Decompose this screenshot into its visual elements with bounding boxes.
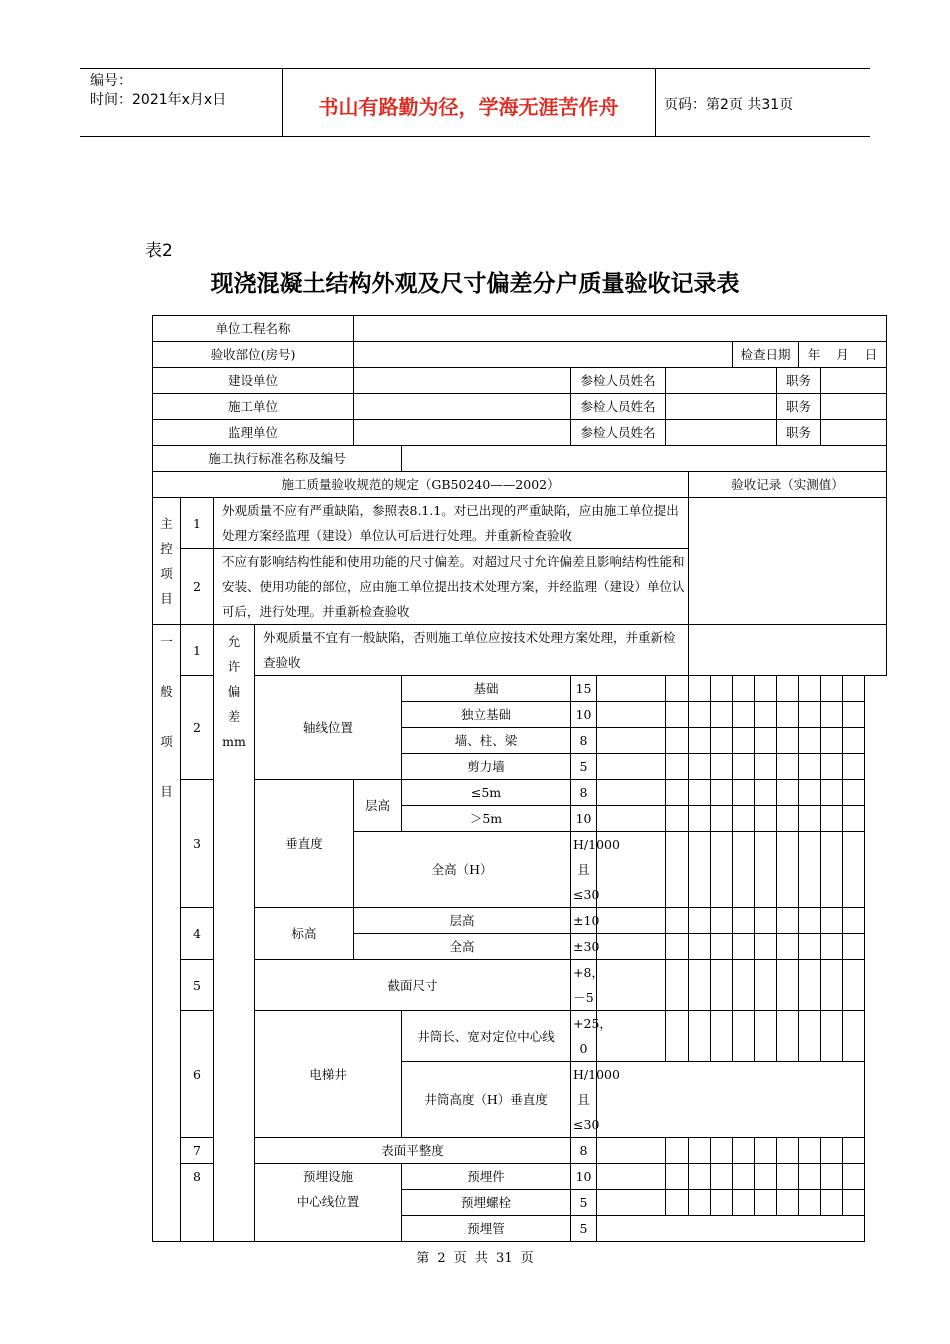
measure-cell[interactable] (777, 1190, 799, 1216)
measure-cell[interactable] (733, 960, 755, 1011)
general-item-1-text: 外观质量不宜有一般缺陷，否则施工单位应按技术处理方案处理，并重新检查验收 (255, 625, 689, 676)
measure-cell[interactable] (711, 728, 733, 754)
measure-cell[interactable] (597, 1062, 865, 1138)
allowed-deviation-label: 允 许 偏 差 mm (214, 625, 255, 1242)
measure-cell[interactable] (733, 754, 755, 780)
measure-cell[interactable] (733, 1164, 755, 1190)
measure-cell[interactable] (799, 806, 821, 832)
measure-cell[interactable] (666, 728, 689, 754)
measure-cell[interactable] (799, 754, 821, 780)
position-label: 职务 (777, 394, 821, 420)
table-row (153, 908, 887, 934)
measure-cell[interactable] (597, 702, 666, 728)
measure-cell[interactable] (733, 1011, 755, 1062)
measure-cell[interactable] (799, 676, 821, 702)
measure-cell[interactable] (799, 960, 821, 1011)
measure-cell[interactable] (689, 728, 711, 754)
measure-cell[interactable] (597, 1190, 666, 1216)
measure-cell[interactable] (689, 806, 711, 832)
table-row (153, 446, 887, 472)
measure-cell[interactable] (597, 676, 666, 702)
measure-cell[interactable] (843, 1138, 865, 1164)
measure-cell[interactable] (733, 702, 755, 728)
section-size-value: +8，－5 (571, 960, 597, 1011)
measure-cell[interactable] (821, 728, 843, 754)
position-label: 职务 (777, 368, 821, 394)
measure-cell[interactable] (597, 806, 666, 832)
vert-row-value: 8 (571, 780, 597, 806)
measure-cell[interactable] (821, 702, 843, 728)
measure-cell[interactable] (755, 908, 777, 934)
inspector-field[interactable] (666, 394, 777, 420)
position-field[interactable] (821, 420, 887, 446)
acceptance-form-table (152, 315, 887, 1242)
document-title: 现浇混凝土结构外观及尺寸偏差分户质量验收记录表 (210, 270, 740, 297)
inspector-field[interactable] (666, 368, 777, 394)
measure-cell[interactable] (711, 1190, 733, 1216)
item-number: 2 (181, 549, 214, 625)
main-control-label: 主 控 项 目 (153, 498, 181, 625)
measure-cell[interactable] (689, 832, 711, 908)
supervision-field[interactable] (354, 420, 571, 446)
measure-cell[interactable] (755, 832, 777, 908)
page-footer: 第 2 页 共 31 页 (416, 1251, 534, 1266)
table-row (153, 960, 887, 1011)
measure-cell[interactable] (843, 754, 865, 780)
elevator-shaft-label: 电梯井 (255, 1011, 402, 1138)
owner-field[interactable] (354, 368, 571, 394)
measure-cell[interactable] (821, 1164, 843, 1190)
record-header: 验收记录（实测值） (689, 472, 887, 498)
table-row (153, 316, 887, 342)
measure-cell[interactable] (666, 832, 689, 908)
measure-cell[interactable] (597, 780, 666, 806)
measure-cell[interactable] (843, 832, 865, 908)
page-indicator: 页码：第2页 共31页 (664, 97, 794, 113)
measure-cell[interactable] (755, 676, 777, 702)
motto: 书山有路勤为径，学海无涯苦作舟 (318, 95, 619, 119)
measure-cell[interactable] (711, 702, 733, 728)
check-date-field[interactable]: 年 月 日 (799, 342, 887, 368)
time-label: 时间：2021年x月x日 (90, 92, 227, 108)
measure-cell[interactable] (711, 780, 733, 806)
item-number: 3 (181, 780, 214, 908)
measure-cell[interactable] (755, 1190, 777, 1216)
table-row (153, 368, 887, 394)
measure-cell[interactable] (843, 676, 865, 702)
measure-cell[interactable] (799, 1138, 821, 1164)
measure-cell[interactable] (821, 780, 843, 806)
measure-cell[interactable] (755, 960, 777, 1011)
measure-cell[interactable] (843, 908, 865, 934)
full-height-label: 全高（H） (354, 832, 571, 908)
contractor-field[interactable] (354, 394, 571, 420)
measure-cell[interactable] (666, 754, 689, 780)
measure-cell[interactable] (711, 1164, 733, 1190)
measure-cell[interactable] (666, 806, 689, 832)
item-number: 1 (181, 625, 214, 676)
embedded-row-label: 预埋件 (402, 1164, 571, 1190)
measure-cell[interactable] (711, 806, 733, 832)
table-row (153, 420, 887, 446)
measure-cell[interactable] (689, 908, 711, 934)
measure-cell[interactable] (755, 754, 777, 780)
measure-cell[interactable] (666, 908, 689, 934)
owner-label: 建设单位 (153, 368, 354, 394)
measure-cell[interactable] (666, 702, 689, 728)
measure-cell[interactable] (733, 934, 755, 960)
axis-position-label: 轴线位置 (255, 676, 402, 780)
measure-cell[interactable] (755, 1138, 777, 1164)
measure-cell[interactable] (666, 1138, 689, 1164)
measure-cell[interactable] (733, 728, 755, 754)
measure-cell[interactable] (597, 728, 666, 754)
measure-cell[interactable] (799, 908, 821, 934)
measure-cell[interactable] (843, 806, 865, 832)
axis-row-value: 8 (571, 728, 597, 754)
shaft-vert-label: 井筒高度（H）垂直度 (402, 1062, 571, 1138)
measure-cell[interactable] (755, 806, 777, 832)
shaft-vert-value: H/1000 且≤30 (571, 1062, 597, 1138)
serial-label: 编号： (90, 73, 132, 89)
elev-row-label: 层高 (354, 908, 571, 934)
table-row (153, 394, 887, 420)
main-item-1-text: 外观质量不应有严重缺陷，参照表8.1.1。对已出现的严重缺陷，应由施工单位提出处理方案经监理（建设）单位认可后进行处理。并重新检查验收 (214, 498, 689, 549)
measure-cell[interactable] (689, 960, 711, 1011)
measure-cell[interactable] (689, 702, 711, 728)
table-row (153, 342, 887, 368)
measure-cell[interactable] (666, 676, 689, 702)
vert-row-label: ＞5m (402, 806, 571, 832)
measure-cell[interactable] (777, 702, 799, 728)
measure-cell[interactable] (597, 1216, 865, 1242)
measure-cell[interactable] (755, 934, 777, 960)
measure-cell[interactable] (597, 908, 666, 934)
measure-cell[interactable] (711, 1138, 733, 1164)
measure-cell[interactable] (689, 754, 711, 780)
measure-cell[interactable] (799, 832, 821, 908)
inspector-label: 参检人员姓名 (571, 420, 666, 446)
measure-cell[interactable] (733, 676, 755, 702)
elev-row-label: 全高 (354, 934, 571, 960)
measure-cell[interactable] (733, 780, 755, 806)
surface-flatness-value: 8 (571, 1138, 597, 1164)
item-number: 7 (181, 1138, 214, 1164)
embedded-row-label: 预埋管 (402, 1216, 571, 1242)
floor-height-label: 层高 (354, 780, 402, 832)
measure-cell[interactable] (821, 754, 843, 780)
inspector-label: 参检人员姓名 (571, 394, 666, 420)
position-field[interactable] (821, 394, 887, 420)
axis-row-label: 剪力墙 (402, 754, 571, 780)
axis-row-label: 独立基础 (402, 702, 571, 728)
table-label: 表2 (145, 241, 173, 261)
measure-cell[interactable] (689, 676, 711, 702)
measure-cell[interactable] (821, 934, 843, 960)
elev-row-value: ±10 (571, 908, 597, 934)
table-row (153, 780, 887, 806)
measure-cell[interactable] (711, 1011, 733, 1062)
surface-flatness-label: 表面平整度 (255, 1138, 571, 1164)
measure-cell[interactable] (711, 676, 733, 702)
measure-cell[interactable] (711, 960, 733, 1011)
measure-cell[interactable] (666, 1011, 689, 1062)
measure-cell[interactable] (666, 960, 689, 1011)
acceptance-part-label: 验收部位(房号) (153, 342, 354, 368)
verticality-label: 垂直度 (255, 780, 354, 908)
measure-cell[interactable] (689, 1190, 711, 1216)
measure-cell[interactable] (821, 960, 843, 1011)
measure-cell[interactable] (777, 754, 799, 780)
main-record-field[interactable] (689, 498, 887, 625)
measure-cell[interactable] (777, 832, 799, 908)
standard-name-label: 施工执行标准名称及编号 (153, 446, 402, 472)
check-date-label: 检查日期 (733, 342, 799, 368)
supervision-label: 监理单位 (153, 420, 354, 446)
embedded-center-label: 预埋设施 中心线位置 (255, 1164, 402, 1242)
table-row (153, 676, 887, 702)
measure-cell[interactable] (777, 934, 799, 960)
item-number: 2 (181, 676, 214, 780)
elev-row-value: ±30 (571, 934, 597, 960)
measure-cell[interactable] (755, 702, 777, 728)
table-row (153, 472, 887, 498)
measure-cell[interactable] (843, 960, 865, 1011)
item-number: 1 (181, 498, 214, 549)
item-number: 6 (181, 1011, 214, 1138)
measure-cell[interactable] (755, 728, 777, 754)
axis-row-label: 墙、柱、梁 (402, 728, 571, 754)
measure-cell[interactable] (666, 934, 689, 960)
general-record-field[interactable] (689, 625, 887, 676)
measure-cell[interactable] (799, 1164, 821, 1190)
measure-cell[interactable] (843, 1164, 865, 1190)
full-height-value: H/1000 且≤30 (571, 832, 597, 908)
measure-cell[interactable] (597, 1164, 666, 1190)
general-items-label: 一 般 项 目 (153, 625, 181, 1242)
measure-cell[interactable] (689, 1138, 711, 1164)
header-divider (655, 68, 656, 136)
measure-cell[interactable] (733, 1190, 755, 1216)
section-size-label: 截面尺寸 (255, 960, 571, 1011)
measure-cell[interactable] (689, 780, 711, 806)
measure-cell[interactable] (597, 934, 666, 960)
measure-cell[interactable] (597, 754, 666, 780)
measure-cell[interactable] (843, 702, 865, 728)
measure-cell[interactable] (799, 780, 821, 806)
shaft-center-value: +25，0 (571, 1011, 597, 1062)
measure-cell[interactable] (821, 1138, 843, 1164)
measure-cell[interactable] (777, 728, 799, 754)
header-bottom-rule (80, 136, 870, 137)
measure-cell[interactable] (755, 1164, 777, 1190)
measure-cell[interactable] (777, 908, 799, 934)
elevation-label: 标高 (255, 908, 354, 960)
measure-cell[interactable] (777, 780, 799, 806)
measure-cell[interactable] (755, 780, 777, 806)
spec-header: 施工质量验收规范的规定（GB50240——2002） (153, 472, 689, 498)
unit-project-name-field[interactable] (354, 316, 887, 342)
axis-row-value: 10 (571, 702, 597, 728)
measure-cell[interactable] (711, 934, 733, 960)
table-row (153, 1164, 887, 1190)
embedded-row-value: 10 (571, 1164, 597, 1190)
measure-cell[interactable] (821, 676, 843, 702)
measure-cell[interactable] (666, 1190, 689, 1216)
axis-row-label: 基础 (402, 676, 571, 702)
measure-cell[interactable] (689, 1011, 711, 1062)
item-number: 4 (181, 908, 214, 960)
measure-cell[interactable] (777, 960, 799, 1011)
inspector-label: 参检人员姓名 (571, 368, 666, 394)
vert-row-label: ≤5m (402, 780, 571, 806)
measure-cell[interactable] (777, 676, 799, 702)
measure-cell[interactable] (777, 806, 799, 832)
measure-cell[interactable] (733, 908, 755, 934)
measure-cell[interactable] (821, 806, 843, 832)
measure-cell[interactable] (733, 806, 755, 832)
measure-cell[interactable] (843, 1190, 865, 1216)
standard-name-field[interactable] (402, 446, 887, 472)
measure-cell[interactable] (597, 1138, 666, 1164)
embedded-row-value: 5 (571, 1216, 597, 1242)
item-number: 5 (181, 960, 214, 1011)
measure-cell[interactable] (843, 934, 865, 960)
acceptance-part-field[interactable] (354, 342, 733, 368)
measure-cell[interactable] (799, 1190, 821, 1216)
measure-cell[interactable] (689, 1164, 711, 1190)
unit-project-name-label: 单位工程名称 (153, 316, 354, 342)
measure-cell[interactable] (821, 1190, 843, 1216)
measure-cell[interactable] (799, 702, 821, 728)
measure-cell[interactable] (821, 832, 843, 908)
measure-cell[interactable] (689, 934, 711, 960)
measure-cell[interactable] (821, 1011, 843, 1062)
table-row (153, 1138, 887, 1164)
measure-cell[interactable] (777, 1011, 799, 1062)
header-left (90, 72, 226, 110)
measure-cell[interactable] (821, 908, 843, 934)
contractor-label: 施工单位 (153, 394, 354, 420)
shaft-center-label: 井筒长、宽对定位中心线 (402, 1011, 571, 1062)
measure-cell[interactable] (711, 832, 733, 908)
measure-cell[interactable] (843, 728, 865, 754)
embedded-row-label: 预埋螺栓 (402, 1190, 571, 1216)
inspector-field[interactable] (666, 420, 777, 446)
item-number: 8 (181, 1164, 214, 1242)
measure-cell[interactable] (799, 1011, 821, 1062)
measure-cell[interactable] (777, 1138, 799, 1164)
measure-cell[interactable] (666, 780, 689, 806)
measure-cell[interactable] (799, 934, 821, 960)
position-field[interactable] (821, 368, 887, 394)
main-item-2-text: 不应有影响结构性能和使用功能的尺寸偏差。对超过尺寸允许偏差且影响结构性能和安装、使用功能的部位，应由施工单位提出技术处理方案，并经监理（建设）单位认可后，进行处理。并重新检查验收 (214, 549, 689, 625)
position-label: 职务 (777, 420, 821, 446)
header-top-rule (80, 68, 870, 69)
measure-cell[interactable] (666, 1164, 689, 1190)
measure-cell[interactable] (843, 780, 865, 806)
measure-cell[interactable] (843, 1011, 865, 1062)
measure-cell[interactable] (755, 1011, 777, 1062)
measure-cell[interactable] (711, 754, 733, 780)
measure-cell[interactable] (733, 832, 755, 908)
measure-cell[interactable] (711, 908, 733, 934)
embedded-row-value: 5 (571, 1190, 597, 1216)
measure-cell[interactable] (733, 1138, 755, 1164)
axis-row-value: 5 (571, 754, 597, 780)
measure-cell[interactable] (597, 960, 666, 1011)
measure-cell[interactable] (777, 1164, 799, 1190)
axis-row-value: 15 (571, 676, 597, 702)
measure-cell[interactable] (799, 728, 821, 754)
vert-row-value: 10 (571, 806, 597, 832)
